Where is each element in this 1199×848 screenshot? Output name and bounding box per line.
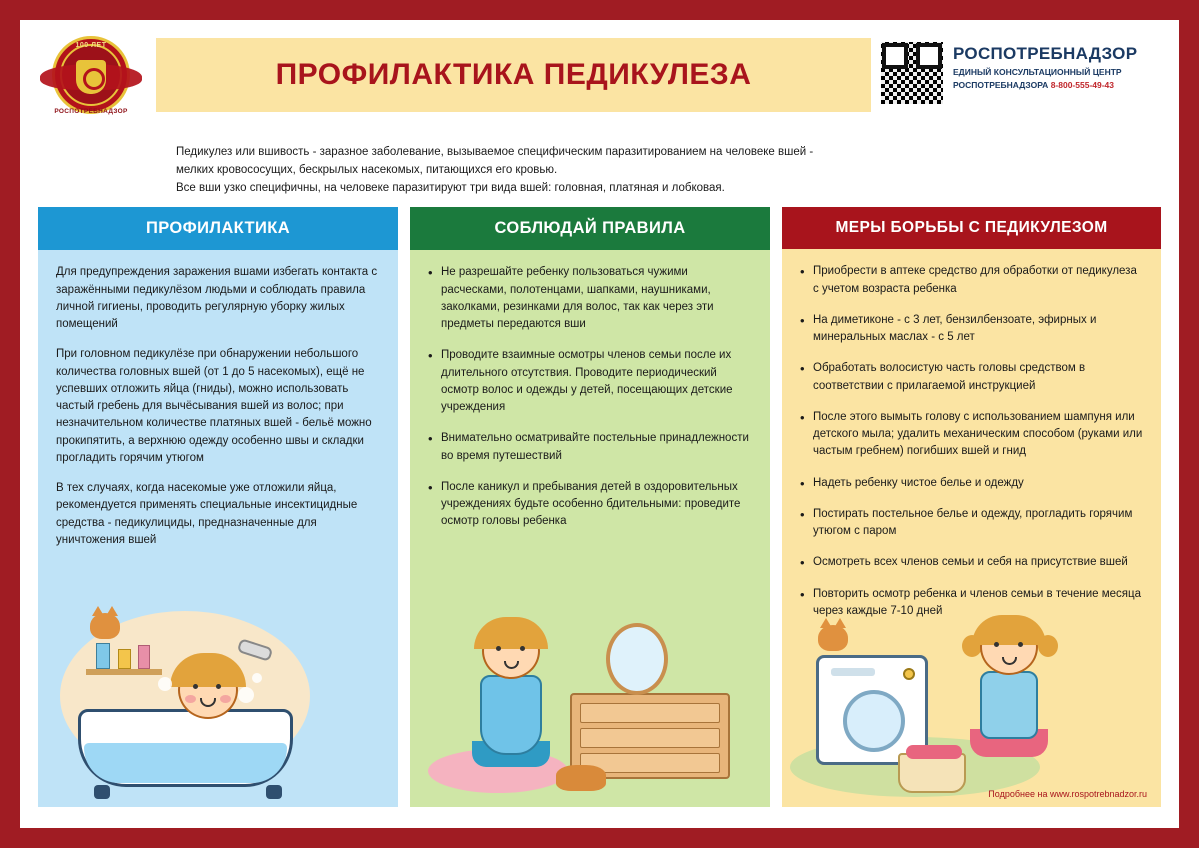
list-item: • Повторить осмотр ребенка и членов семьи в течение месяца через каждые 7-10 дней bbox=[800, 586, 1143, 621]
intro-line-2: мелких кровососущих, бескрылых насекомых, питающихся его кровью. bbox=[176, 163, 558, 176]
header bbox=[38, 34, 1161, 130]
list-item: • После этого вымыть голову с использованием шампуня или детского мыла; удалить механическим способом (руками или частым гребнем) погибших вшей и гнид bbox=[800, 409, 1143, 461]
shampoo-bottle-icon bbox=[96, 643, 110, 669]
brand-line-2-text: РОСПОТРЕБНАДЗОРА bbox=[953, 80, 1049, 90]
child-body bbox=[480, 675, 542, 755]
column-measures bbox=[782, 207, 1161, 807]
list-item: • Приобрести в аптеке средство для обработки от педикулеза с учетом возраста ребенка bbox=[800, 263, 1143, 298]
hotline-phone: 8-800-555-49-43 bbox=[1050, 80, 1115, 90]
brand-line-2 bbox=[953, 80, 1137, 90]
bath-water bbox=[84, 743, 287, 783]
column-prevention bbox=[38, 207, 398, 807]
brand-name: РОСПОТРЕБНАДЗОР bbox=[953, 44, 1138, 63]
list-item: • Постирать постельное белье и одежду, прогладить горячим утюгом с паром bbox=[800, 506, 1143, 541]
title-bar bbox=[156, 38, 871, 112]
columns bbox=[38, 207, 1161, 807]
qr-code-icon[interactable] bbox=[881, 42, 943, 104]
laundry-basket-icon bbox=[898, 753, 966, 793]
column-measures-heading: МЕРЫ БОРЬБЫ С ПЕДИКУЛЕЗОМ bbox=[782, 207, 1161, 249]
bathtub-foot bbox=[266, 785, 282, 799]
paragraph: При головном педикулёзе при обнаружении небольшого количества головных вшей (от 1 до 5 насекомых), ещё не успевших отложить яйца (гниды), можно использовать частый гребень для вычёсывания вшей из волос; при незначительном количестве платяных вшей - бельё можно прокипятить, а верхнюю одежду особенно швы и складки прогладить горячим утюгом bbox=[56, 348, 372, 464]
child-hair bbox=[474, 617, 548, 649]
illustration-mirror-scene bbox=[410, 577, 770, 807]
emblem-top-text: 100 ЛЕТ bbox=[75, 42, 107, 49]
page-title: ПРОФИЛАКТИКА ПЕДИКУЛЕЗА bbox=[275, 58, 752, 91]
column-prevention-body bbox=[38, 250, 398, 562]
rospotrebnadzor-emblem-icon bbox=[38, 34, 146, 130]
emblem-shield bbox=[76, 60, 106, 94]
website-footnote[interactable]: Подробнее на www.rospotrebnadzor.ru bbox=[988, 789, 1147, 800]
brand-text bbox=[953, 42, 1137, 90]
intro-line-1: Педикулез или вшивость - заразное заболевание, вызываемое специфическим паразитированием на человеке вшей - bbox=[176, 146, 814, 158]
washing-machine-door bbox=[843, 690, 905, 752]
illustration-laundry-scene bbox=[782, 577, 1161, 807]
paragraph: В тех случаях, когда насекомые уже отложили яйца, рекомендуется применять специальные инсектицидные средства - педикулициды, предназначенные для уничтожения вшей bbox=[56, 482, 358, 546]
list-item: • Обработать волосистую часть головы средством в соответствии с прилагаемой инструкцией bbox=[800, 360, 1143, 395]
dog-icon bbox=[556, 765, 606, 791]
list-item: • Внимательно осматривайте постельные принадлежности во время путешествий bbox=[428, 430, 752, 465]
child-hair bbox=[972, 615, 1046, 645]
list-item: • После каникул и пребывания детей в оздоровительных учреждениях будьте особенно бдительными: проведите осмотр головы ребенка bbox=[428, 479, 752, 531]
washing-machine-panel bbox=[831, 668, 875, 676]
washing-machine-knob bbox=[903, 668, 915, 680]
list-item: • Надеть ребенку чистое белье и одежду bbox=[800, 475, 1143, 492]
column-rules-heading: СОБЛЮДАЙ ПРАВИЛА bbox=[410, 207, 770, 250]
bathtub-foot bbox=[94, 785, 110, 799]
poster-inner bbox=[20, 20, 1179, 828]
list-item: • Осмотреть всех членов семьи и себя на присутствие вшей bbox=[800, 554, 1143, 571]
list-item: • На диметиконе - с 3 лет, бензилбензоате, эфирных и минеральных маслах - с 5 лет bbox=[800, 312, 1143, 347]
column-rules bbox=[410, 207, 770, 807]
intro-text bbox=[176, 144, 1161, 197]
paragraph: Для предупреждения заражения вшами избегать контакта с заражёнными педикулёзом людьми и соблюдать правила личной гигиены, проводить регулярную уборку жилых помещений bbox=[56, 266, 378, 331]
list-item: • Не разрешайте ребенку пользоваться чужими расческами, полотенцами, шапками, наушниками, заколками, резинками для волос, так как через эти предметы передаются вши bbox=[428, 264, 752, 333]
list-item: • Проводите взаимные осмотры членов семьи после их длительного отсутствия. Проводите периодический осмотр волос и одежды у детей, посещающих детские учреждения bbox=[428, 347, 752, 416]
lotion-bottle-icon bbox=[138, 645, 150, 669]
bath-shelf bbox=[86, 669, 162, 675]
brand-block bbox=[881, 34, 1161, 104]
emblem-bottom-text: РОСПОТРЕБНАДЗОР bbox=[54, 108, 128, 115]
brand-line-1: ЕДИНЫЙ КОНСУЛЬТАЦИОННЫЙ ЦЕНТР bbox=[953, 67, 1122, 77]
mirror-icon bbox=[606, 623, 668, 695]
cat-icon bbox=[818, 625, 848, 651]
dresser-drawer bbox=[580, 728, 720, 748]
child-body bbox=[980, 671, 1038, 739]
soap-bottle-icon bbox=[118, 649, 131, 669]
column-rules-body bbox=[410, 250, 770, 544]
illustration-bath-scene bbox=[38, 577, 398, 807]
intro-line-3: Все вши узко специфичны, на человеке паразитируют три вида вшей: головная, платяная и лобковая. bbox=[176, 181, 725, 194]
dresser-drawer bbox=[580, 703, 720, 723]
column-prevention-heading: ПРОФИЛАКТИКА bbox=[38, 207, 398, 250]
cat-icon bbox=[90, 613, 120, 639]
